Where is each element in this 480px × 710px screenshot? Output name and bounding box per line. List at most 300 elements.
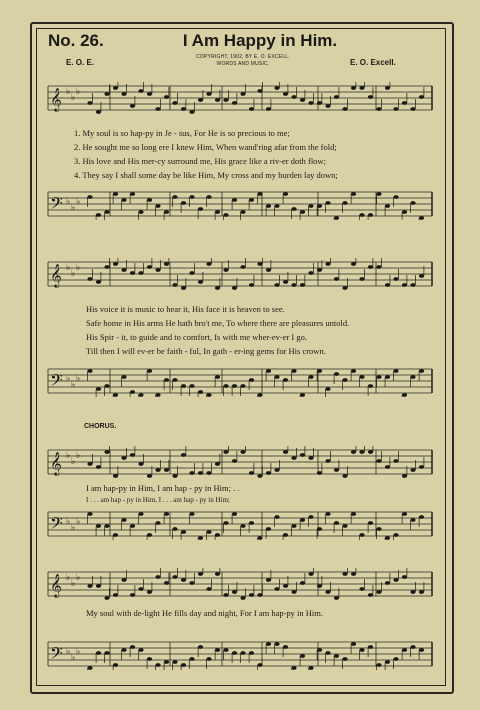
note-head [249,521,254,525]
note-head [240,651,245,655]
flat-icon: ♭ [66,573,71,583]
note-head [198,98,203,102]
note-head [155,468,160,472]
note-head [215,648,220,652]
note-head [393,369,398,373]
note-head [291,283,296,287]
note-head [402,210,407,214]
note-head [87,369,92,373]
note-head [351,86,356,90]
note-head [419,216,424,220]
note-head [359,375,364,379]
note-head [147,533,152,537]
note-head [283,584,288,588]
note-head [410,590,415,594]
note-head [274,587,279,591]
note-head [291,666,296,670]
note-head [300,453,305,457]
note-head [113,533,118,537]
note-head [274,375,279,379]
note-head [130,645,135,649]
flat-icon: ♭ [71,203,76,213]
note-head [232,590,237,594]
clef-icon: 𝄢 [50,513,63,537]
note-head [232,384,237,388]
note-head [308,271,313,275]
note-head [232,651,237,655]
note-head [359,86,364,90]
note-head [96,387,101,391]
note-head [300,581,305,585]
note-head [300,98,305,102]
note-head [334,95,339,99]
treble-staff-system-1 [0,82,480,114]
note-head [334,277,339,281]
note-head [359,450,364,454]
note-head [206,92,211,96]
composer-credit: E. O. Excell. [350,58,396,67]
note-head [147,474,152,478]
note-head [130,390,135,394]
note-head [240,210,245,214]
note-head [249,593,254,597]
note-head [164,95,169,99]
note-head [104,384,109,388]
note-head [121,578,126,582]
note-head [138,393,143,397]
flat-icon: ♭ [76,197,81,207]
chorus-line-1-lower: I . . . am hap - py in Him, I . . . am hap - py in Him; [86,496,230,504]
note-head [325,104,330,108]
note-head [325,651,330,655]
note-head [87,101,92,105]
note-head [172,527,177,531]
note-head [393,657,398,661]
flat-icon: ♭ [71,93,76,103]
note-head [300,518,305,522]
bass-staff-system-4 [0,638,480,670]
note-head [181,286,186,290]
note-head [317,584,322,588]
note-head [308,101,313,105]
note-head [300,393,305,397]
flat-icon: ♭ [66,647,71,657]
note-head [87,666,92,670]
note-head [172,283,177,287]
note-head [368,265,373,269]
note-head [419,465,424,469]
note-head [198,207,203,211]
note-head [240,596,245,600]
flat-icon: ♭ [71,523,76,533]
note-head [257,89,262,93]
note-head [172,378,177,382]
note-head [249,198,254,202]
verse-4-line-1: 4. They say I shall some day be like Him, My cross and my burden lay down; [74,170,338,180]
note-head [113,593,118,597]
flat-icon: ♭ [71,380,76,390]
note-head [249,283,254,287]
flat-icon: ♭ [71,653,76,663]
note-head [342,572,347,576]
note-head [266,107,271,111]
note-head [104,265,109,269]
note-head [291,207,296,211]
note-head [393,578,398,582]
note-head [121,648,126,652]
note-head [206,262,211,266]
note-head [393,533,398,537]
note-head [325,590,330,594]
note-head [147,369,152,373]
note-head [147,198,152,202]
note-head [402,283,407,287]
note-head [155,393,160,397]
note-head [317,369,322,373]
note-head [181,201,186,205]
note-head [198,280,203,284]
note-head [215,98,220,102]
note-head [359,277,364,281]
note-head [274,515,279,519]
note-head [257,536,262,540]
note-head [283,92,288,96]
note-head [300,210,305,214]
note-head [87,462,92,466]
note-head [155,268,160,272]
note-head [215,286,220,290]
note-head [138,462,143,466]
note-head [181,663,186,667]
note-head [385,660,390,664]
note-head [393,195,398,199]
note-head [121,92,126,96]
note-head [130,271,135,275]
note-head [189,271,194,275]
clef-icon: 𝄞 [50,263,62,287]
note-head [402,101,407,105]
note-head [130,524,135,528]
hymn-number: No. 26. [48,31,104,50]
note-head [181,107,186,111]
note-head [164,210,169,214]
note-head [351,192,356,196]
note-head [410,107,415,111]
note-head [334,372,339,376]
note-head [181,578,186,582]
note-head [198,471,203,475]
note-head [181,384,186,388]
note-head [164,660,169,664]
note-head [223,213,228,217]
flat-icon: ♭ [71,269,76,279]
note-head [317,268,322,272]
note-head [359,213,364,217]
note-head [334,596,339,600]
note-head [376,459,381,463]
note-head [419,515,424,519]
note-head [147,265,152,269]
verse-4-line-2: Till then I will ev-er be faith - ful, In gath - er-ing gems for His crown. [86,346,326,356]
note-head [87,195,92,199]
flat-icon: ♭ [66,451,71,461]
note-head [121,375,126,379]
note-head [223,384,228,388]
note-head [198,572,203,576]
note-head [189,195,194,199]
note-head [291,590,296,594]
clef-icon: 𝄞 [50,573,62,597]
note-head [104,450,109,454]
note-head [104,524,109,528]
note-head [376,527,381,531]
note-head [164,262,169,266]
treble-staff-system-2 [0,258,480,290]
note-head [257,192,262,196]
note-head [240,384,245,388]
note-head [402,575,407,579]
note-head [419,369,424,373]
note-head [189,471,194,475]
note-head [257,262,262,266]
treble-staff-system-4 [0,568,480,600]
flat-icon: ♭ [66,263,71,273]
note-head [368,213,373,217]
note-head [410,518,415,522]
note-head [351,369,356,373]
note-head [164,581,169,585]
note-head [130,453,135,457]
chorus-line-1-upper: I am hap-py in Him, I am hap - py in Him; . . [86,483,240,493]
note-head [96,213,101,217]
note-head [198,536,203,540]
note-head [402,393,407,397]
flat-icon: ♭ [76,451,81,461]
clef-icon: 𝄞 [50,87,62,111]
note-head [266,527,271,531]
note-head [419,274,424,278]
note-head [283,450,288,454]
note-head [385,86,390,90]
note-head [334,216,339,220]
note-head [189,657,194,661]
verse-2-line-1: 2. He sought me so long ere I knew Him, When wand'ring afar from the fold; [74,142,337,152]
note-head [359,533,364,537]
note-head [257,663,262,667]
note-head [291,369,296,373]
note-head [291,95,296,99]
note-head [155,521,160,525]
flat-icon: ♭ [66,197,71,207]
note-head [87,584,92,588]
note-head [138,512,143,516]
verse-1-line-2: His voice it is music to hear it, His face it is heaven to see. [86,304,285,314]
note-head [368,95,373,99]
note-head [266,471,271,475]
note-head [266,268,271,272]
note-head [181,453,186,457]
note-head [266,642,271,646]
copyright-line-1: COPYRIGHT, 1902, BY E. O. EXCELL. [196,54,290,60]
note-head [376,265,381,269]
author-initials: E. O. E. [66,58,95,67]
note-head [172,474,177,478]
note-head [342,474,347,478]
note-head [113,474,118,478]
note-head [121,518,126,522]
note-head [198,390,203,394]
note-head [138,271,143,275]
note-head [104,210,109,214]
note-head [317,471,322,475]
note-head [419,648,424,652]
note-head [283,645,288,649]
note-head [274,86,279,90]
note-head [325,262,330,266]
note-head [317,648,322,652]
bass-staff-system-2 [0,365,480,397]
note-head [368,521,373,525]
note-head [240,265,245,269]
note-head [113,86,118,90]
note-head [376,663,381,667]
note-head [308,572,313,576]
note-head [257,393,262,397]
note-head [308,204,313,208]
flat-icon: ♭ [71,457,76,467]
note-head [385,375,390,379]
chorus-label: CHORUS. [84,423,117,430]
note-head [147,657,152,661]
note-head [104,651,109,655]
note-head [189,512,194,516]
note-head [317,204,322,208]
note-head [342,524,347,528]
note-head [300,654,305,658]
flat-icon: ♭ [76,647,81,657]
note-head [206,657,211,661]
note-head [325,387,330,391]
flat-icon: ♭ [66,517,71,527]
note-head [232,286,237,290]
note-head [155,663,160,667]
note-head [393,277,398,281]
note-head [283,192,288,196]
note-head [189,581,194,585]
note-head [342,107,347,111]
note-head [130,593,135,597]
note-head [206,530,211,534]
note-head [402,648,407,652]
note-head [121,198,126,202]
note-head [385,581,390,585]
note-head [96,465,101,469]
note-head [410,283,415,287]
note-head [274,468,279,472]
note-head [283,280,288,284]
note-head [257,593,262,597]
clef-icon: 𝄞 [50,451,62,475]
chorus-line-2: My soul with de-light He fills day and night, For I am hap-py in Him. [86,608,324,618]
note-head [189,384,194,388]
note-head [376,107,381,111]
note-head [223,450,228,454]
note-head [283,378,288,382]
flat-icon: ♭ [76,87,81,97]
note-head [283,533,288,537]
clef-icon: 𝄢 [50,643,63,667]
note-head [240,92,245,96]
note-head [249,378,254,382]
note-head [376,192,381,196]
note-head [155,204,160,208]
note-head [155,575,160,579]
note-head [351,642,356,646]
note-head [232,101,237,105]
note-head [130,104,135,108]
note-head [223,268,228,272]
copyright-notice [168,54,318,68]
note-head [198,645,203,649]
note-head [206,195,211,199]
note-head [342,201,347,205]
note-head [138,89,143,93]
note-head [138,587,143,591]
flat-icon: ♭ [71,579,76,589]
note-head [291,456,296,460]
note-head [334,521,339,525]
note-head [266,578,271,582]
note-head [393,107,398,111]
note-head [96,280,101,284]
note-head [215,462,220,466]
note-head [113,192,118,196]
note-head [410,201,415,205]
note-head [419,95,424,99]
note-head [206,393,211,397]
note-head [172,575,177,579]
note-head [308,515,313,519]
note-head [419,590,424,594]
flat-icon: ♭ [66,87,71,97]
note-head [232,512,237,516]
note-head [232,459,237,463]
note-head [223,98,228,102]
note-head [223,648,228,652]
verse-3-line-2: His Spir - it, to guide and to comfort, Is with me wher-ev-er I go. [86,332,308,342]
note-head [104,92,109,96]
flat-icon: ♭ [76,573,81,583]
note-head [240,524,245,528]
note-head [410,375,415,379]
flat-icon: ♭ [76,517,81,527]
clef-icon: 𝄢 [50,370,63,394]
note-head [172,195,177,199]
note-head [359,648,364,652]
note-head [308,666,313,670]
note-head [410,645,415,649]
note-head [359,587,364,591]
note-head [96,110,101,114]
note-head [249,107,254,111]
note-head [308,456,313,460]
note-head [274,204,279,208]
copyright-line-2: WORDS AND MUSIC. [216,61,270,67]
note-head [113,663,118,667]
note-head [402,512,407,516]
note-head [121,456,126,460]
note-head [87,512,92,516]
